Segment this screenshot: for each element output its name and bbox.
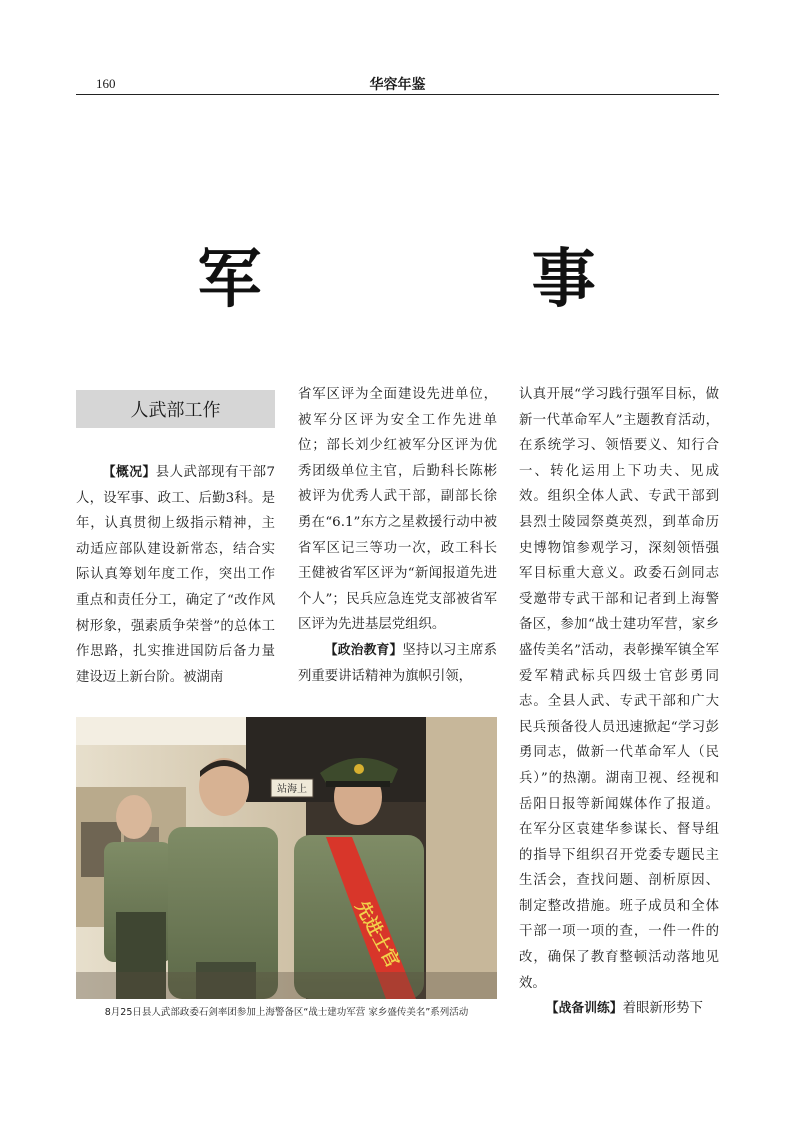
- paragraph-political-education: [298, 638, 497, 689]
- page-header: [76, 74, 719, 94]
- section-heading: [76, 390, 275, 428]
- paragraph-overview: [76, 460, 275, 690]
- running-title: 华容年鉴: [369, 77, 426, 93]
- news-photo: [76, 717, 497, 999]
- chapter-title: 军 事: [197, 242, 720, 317]
- overview-text: 县人武部现有干部7人，设军事、政工、后勤3科。是年，认真贯彻上级指示精神，主动适应部队建设新常态，结合实际认真筹划年度工作，突出工作重点和责任分工，确定了“改作风树形象，强素质争荣誉”的总体工作思路，扎实推进国防后备力量建设迈上新台阶。被湖南: [76, 465, 275, 685]
- section-heading-text: 人武部工作: [130, 400, 221, 421]
- combat-training-text: 着眼新形势下: [622, 1001, 703, 1017]
- paragraph-combat-training: [519, 996, 719, 1022]
- text-column-1: [76, 460, 275, 690]
- text-column-3: [519, 382, 719, 1022]
- sash-text: 先进士官: [350, 897, 404, 972]
- paragraph-political-education-continued: 认真开展“学习践行强军目标，做新一代革命军人”主题教育活动，在系统学习、领悟要义、知行合一、转化运用上下功夫、见成效。组织全体人武、专武干部到县烈士陵园祭奠英烈，到革命历史博物馆参观学习，深刻领悟强军目标重大意义。政委石剑同志受邀带专武干部和记者到上海警备区，参加“战士建功军营，家乡盛传美名”活动，表彰操军镇全军爱军精武标兵四级士官彭勇同志。全县人武、专武干部和广大民兵预备役人员迅速掀起“学习彭勇同志，做新一代革命军人（民兵）”的热潮。湖南卫视、经视和岳阳日报等新闻媒体作了报道。在军分区袁建华参谋长、督导组的指导下组织召开党委专题民主生活会，查找问题、剖析原因、制定整改措施。班子成员和全体干部一项一项的查，一件一件的改，确保了教育整顿活动落地见效。: [519, 387, 719, 991]
- paragraph-overview-continued: 省军区评为全面建设先进单位，被军分区评为安全工作先进单位；部长刘少红被军分区评为优秀团级单位主官，后勤科长陈彬被评为优秀人武干部，副部长徐勇在“6.1”东方之星救援行动中被省军区记三等功一次，政工科长王健被省军区评为“新闻报道先进个人”；民兵应急连党支部被省军区评为先进基层党组织。: [298, 387, 497, 633]
- text-column-2: [298, 382, 497, 689]
- photo-illustration: [76, 717, 497, 999]
- header-rule: [76, 94, 719, 95]
- overview-tag: 【概况】: [102, 465, 156, 480]
- photo-caption: 8月25日县人武部政委石剑率团参加上海警备区“战士建功军营 家乡盛传美名”系列活动: [104, 1007, 469, 1018]
- page-number: 160: [96, 76, 116, 91]
- political-education-text: 坚持以习主席系列重要讲话精神为旗帜引领，: [298, 642, 497, 684]
- political-education-tag: 【政治教育】: [324, 642, 403, 658]
- combat-training-tag: 【战备训练】: [545, 1001, 623, 1017]
- photo-sign-text: 站海上: [277, 784, 307, 795]
